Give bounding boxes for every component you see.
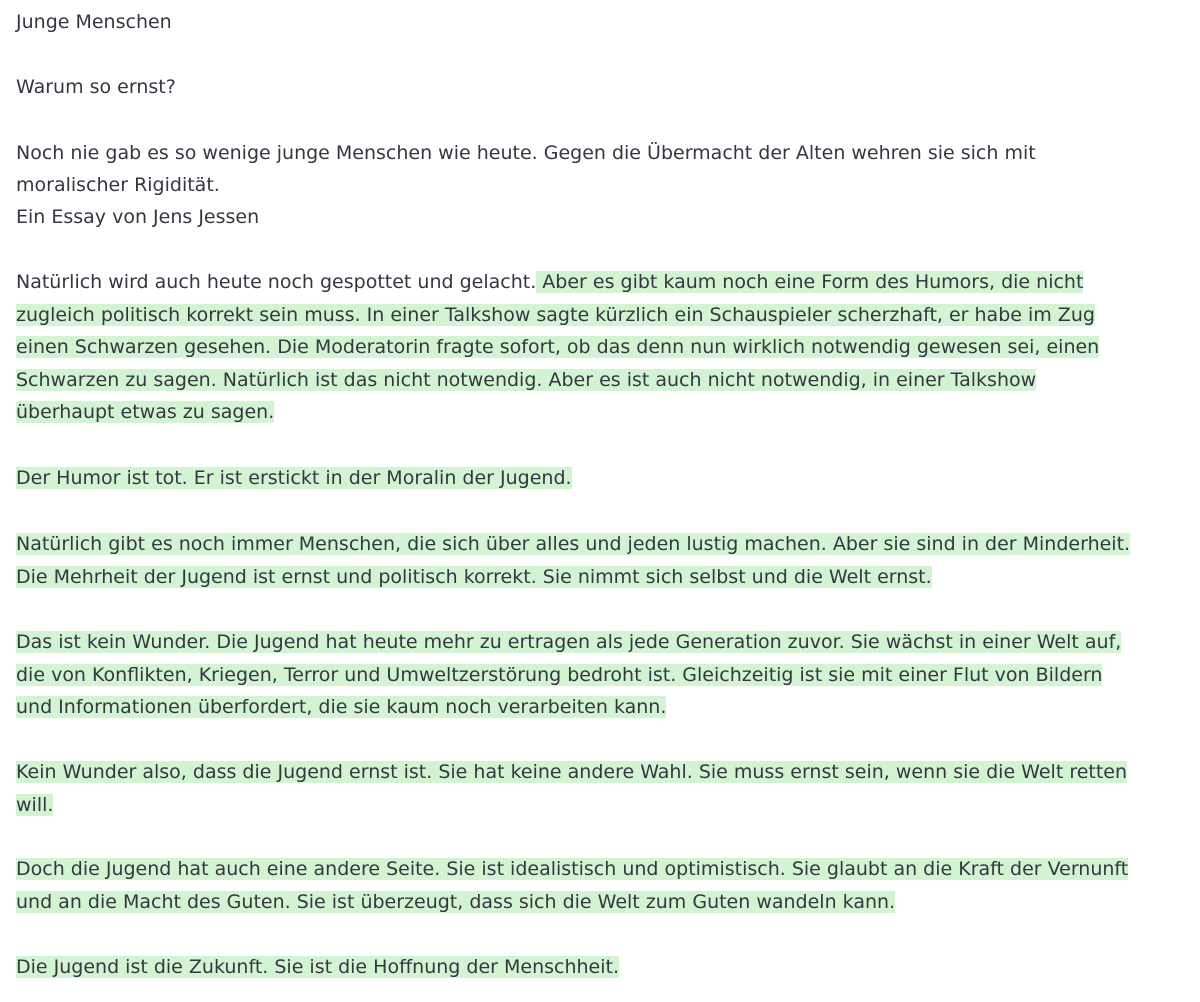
paragraph-2-line-1 bbox=[16, 462, 572, 494]
teaser-line-2: moralischer Rigidität. bbox=[16, 174, 220, 196]
highlighted-text: Aber es gibt kaum noch eine Form des Humors, die nicht bbox=[536, 271, 1084, 293]
highlighted-text: zugleich politisch korrekt sein muss. In einer Talkshow sagte kürzlich ein Schauspieler scherzhaft, er habe im Zug bbox=[16, 303, 1095, 326]
headline: Warum so ernst? bbox=[16, 76, 176, 98]
paragraph-4-line-2 bbox=[16, 659, 1102, 691]
paragraph-6-line-2 bbox=[16, 886, 895, 918]
paragraph-5-line-1 bbox=[16, 756, 1127, 788]
highlighted-text: will. bbox=[16, 793, 54, 816]
paragraph-4-line-3 bbox=[16, 691, 666, 723]
paragraph-1-line-5 bbox=[16, 396, 274, 428]
highlighted-text: Der Humor ist tot. Er ist erstickt in der Moralin der Jugend. bbox=[16, 467, 572, 489]
paragraph-3-line-2 bbox=[16, 561, 932, 593]
highlighted-text: überhaupt etwas zu sagen. bbox=[16, 401, 275, 424]
paragraph-1-line-1 bbox=[16, 266, 1083, 298]
highlighted-text: einen Schwarzen gesehen. Die Moderatorin fragte sofort, ob das denn nun wirklich notwendig gewesen sei, einen bbox=[16, 336, 1100, 359]
section-label: Junge Menschen bbox=[16, 11, 172, 33]
highlighted-text: Doch die Jugend hat auch eine andere Seite. Sie ist idealistisch und optimistisch. Sie glaubt an die Kraft der Vernunft bbox=[16, 858, 1129, 880]
plain-text: Natürlich wird auch heute noch gespottet und gelacht. bbox=[16, 271, 537, 293]
paragraph-6-line-1 bbox=[16, 853, 1128, 885]
highlighted-text: und an die Macht des Guten. Sie ist überzeugt, dass sich die Welt zum Guten wandeln kann. bbox=[16, 890, 896, 913]
paragraph-7-line-1 bbox=[16, 951, 619, 983]
highlighted-text: Natürlich gibt es noch immer Menschen, die sich über alles und jeden lustig machen. Aber sie sind in der Minderheit. bbox=[16, 533, 1131, 555]
byline: Ein Essay von Jens Jessen bbox=[16, 206, 260, 228]
paragraph-1-line-3 bbox=[16, 331, 1099, 363]
highlighted-text: Die Jugend ist die Zukunft. Sie ist die Hoffnung der Menschheit. bbox=[16, 956, 619, 978]
highlighted-text: Kein Wunder also, dass die Jugend ernst ist. Sie hat keine andere Wahl. Sie muss ernst sein, wenn sie die Welt retten bbox=[16, 761, 1128, 783]
paragraph-4-line-1 bbox=[16, 626, 1121, 658]
highlighted-text: Die Mehrheit der Jugend ist ernst und politisch korrekt. Sie nimmt sich selbst und die Welt ernst. bbox=[16, 565, 932, 588]
paragraph-5-line-2 bbox=[16, 789, 53, 821]
paragraph-1-line-4 bbox=[16, 364, 1036, 396]
highlighted-text: Das ist kein Wunder. Die Jugend hat heute mehr zu ertragen als jede Generation zuvor. Sie wächst in einer Welt auf, bbox=[16, 631, 1122, 653]
highlighted-text: und Informationen überfordert, die sie kaum noch verarbeiten kann. bbox=[16, 696, 667, 719]
paragraph-3-line-1 bbox=[16, 528, 1130, 560]
teaser-line-1: Noch nie gab es so wenige junge Menschen wie heute. Gegen die Übermacht der Alten wehren sie sich mit bbox=[16, 142, 1036, 164]
paragraph-1-line-2 bbox=[16, 299, 1095, 331]
highlighted-text: die von Konflikten, Kriegen, Terror und Umweltzerstörung bedroht ist. Gleichzeitig ist sie mit einer Flut von Bildern bbox=[16, 663, 1103, 686]
highlighted-text: Schwarzen zu sagen. Natürlich ist das nicht notwendig. Aber es ist auch nicht notwendig, in einer Talkshow bbox=[16, 368, 1037, 391]
